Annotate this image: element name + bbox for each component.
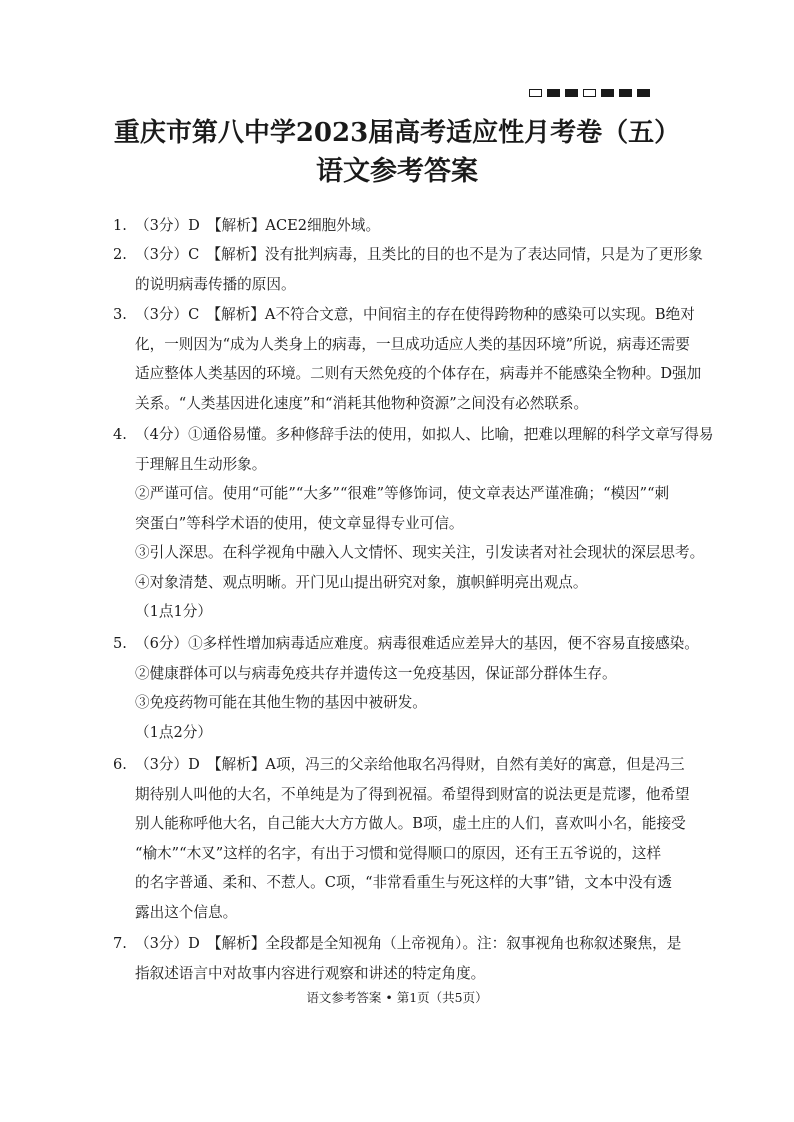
answer-line: 于理解且生动形象。 [135,455,267,473]
answer-line: 期待别人叫他的大名，不单纯是为了得到祝福。希望得到财富的说法更是荒谬，他希望 [135,785,690,803]
question-number: 3. [113,306,127,323]
question-number: 7. [113,935,127,952]
answer-line: （3分）D 【解析】ACE2细胞外域。 [135,217,381,234]
question-1 [113,211,685,241]
answer-line: 别人能称呼他大名，自己能大大方方做人。B项，虚土庄的人们，喜欢叫小名，能接受 [135,815,686,832]
question-number: 5. [113,635,127,652]
answer-line: 适应整体人类基因的环境。二则有天然免疫的个体存在，病毒并不能感染全物种。D强加 [135,365,702,382]
header-mark [529,89,542,97]
question-number: 1. [113,217,127,234]
question-5 [113,629,699,747]
answer-line: 指叙述语言中对故事内容进行观察和讲述的特定角度。 [135,964,486,982]
answer-line: ③引人深思。在科学视角中融入人文情怀、现实关注，引发读者对社会现状的深层思考。 [135,544,705,561]
answer-line: （4分）①通俗易懂。多种修辞手法的使用，如拟人、比喻，把难以理解的科学文章写得易 [135,426,714,443]
header-mark [565,89,578,97]
question-3 [113,300,702,418]
answer-line: ④对象清楚、观点明晰。开门见山提出研究对象，旗帜鲜明亮出观点。 [135,573,588,591]
document-subtitle: 语文参考答案 [316,156,478,187]
header-marks [529,89,650,97]
answer-line: “榆木”“木叉”这样的名字，有出于习惯和觉得顺口的原因，还有王五爷说的，这样 [135,844,662,862]
page-footer: 语文参考答案 • 第1页（共5页） [306,990,488,1005]
question-number: 2. [113,246,127,263]
answer-line: （3分）C 【解析】A不符合文意，中间宿主的存在使得跨物种的感染可以实现。B绝对 [135,306,695,323]
question-7 [113,929,685,988]
answer-line: 化，一则因为“成为人类身上的病毒，一旦成功适应人类的基因环境”所说，病毒还需要 [135,335,690,353]
question-number: 6. [113,756,127,773]
question-4 [113,420,714,627]
header-mark [547,89,560,97]
question-number: 4. [113,426,127,443]
question-6 [113,750,690,927]
answer-line: （3分）C 【解析】没有批判病毒，且类比的目的也不是为了表达同情，只是为了更形象 [135,246,703,263]
answer-line: （1点1分） [135,603,212,620]
answer-line: ②严谨可信。使用“可能”“大多”“很难”等修饰词，使文章表达严谨准确；“模因”“刺 [135,485,670,502]
answer-line: ②健康群体可以与病毒免疫共存并遗传这一免疫基因，保证部分群体生存。 [135,664,617,682]
answer-line: 露出这个信息。 [135,903,238,921]
header-mark [637,89,650,97]
answer-line: 的说明病毒传播的原因。 [135,275,296,293]
header-mark [619,89,632,97]
answer-line: （3分）D 【解析】全段都是全知视角（上帝视角）。注：叙事视角也称叙述聚焦，是 [135,935,682,952]
answer-line: （6分）①多样性增加病毒适应难度。病毒很难适应差异大的基因，便不容易直接感染。 [135,635,699,652]
document-title: 重庆市第八中学2023届高考适应性月考卷（五） [113,118,681,148]
answer-line: 的名字普通、柔和、不惹人。C项，“非常看重生与死这样的大事”错，文本中没有透 [135,874,672,891]
header-mark [601,89,614,97]
answer-line: （1点2分） [135,723,212,741]
question-2 [113,240,703,299]
answer-line: 关系。“人类基因进化速度”和“消耗其他物种资源”之间没有必然联系。 [135,394,589,412]
answer-line: 突蛋白”等科学术语的使用，使文章显得专业可信。 [135,514,464,532]
answer-line: （3分）D 【解析】A项，冯三的父亲给他取名冯得财，自然有美好的寓意，但是冯三 [135,756,685,773]
header-mark [583,89,596,97]
answer-line: ③免疫药物可能在其他生物的基因中被研发。 [135,694,427,711]
